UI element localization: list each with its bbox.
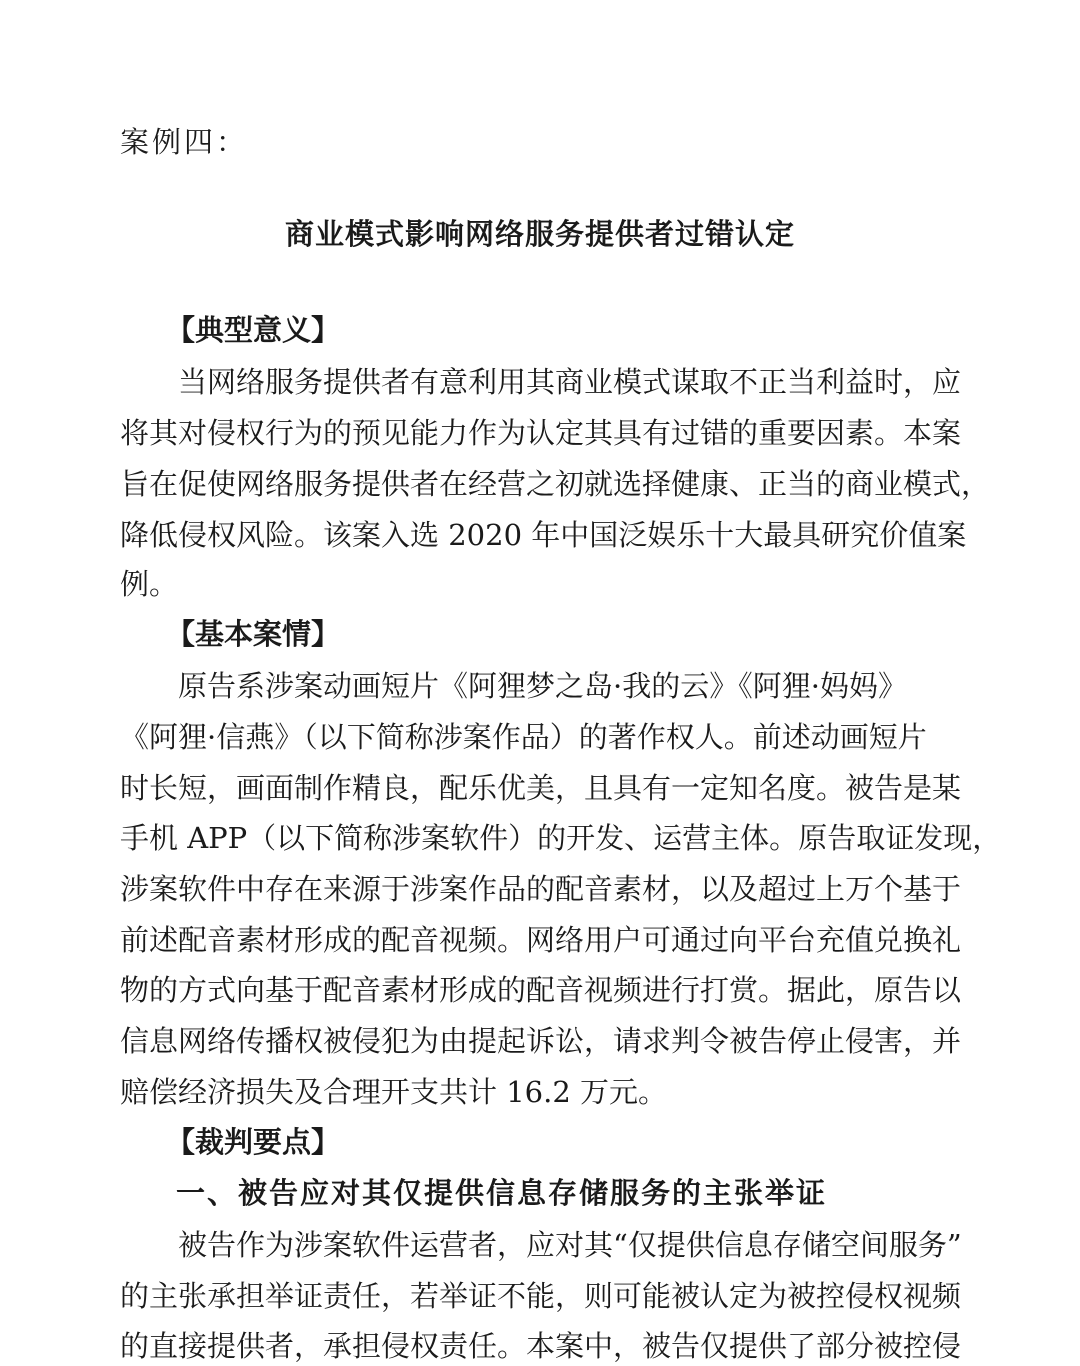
paragraph-line: 旨在促使网络服务提供者在经营之初就选择健康、正当的商业模式， (120, 467, 991, 501)
paragraph-line: 的直接提供者，承担侵权责任。本案中，被告仅提供了部分被控侵 (120, 1329, 962, 1363)
paragraph-line: 物的方式向基于配音素材形成的配音视频进行打赏。据此，原告以 (120, 973, 962, 1007)
paragraph-line: 《阿狸·信燕》（以下简称涉案作品）的著作权人。前述动画短片 (120, 720, 927, 754)
document-title: 商业模式影响网络服务提供者过错认定 (284, 217, 795, 251)
paragraph-line: 赔偿经济损失及合理开支共计 16.2 万元。 (120, 1075, 668, 1109)
paragraph-line: 将其对侵权行为的预见能力作为认定其具有过错的重要因素。本案 (120, 416, 962, 450)
paragraph-line: 降低侵权风险。该案入选 2020 年中国泛娱乐十大最具研究价值案 (120, 518, 967, 552)
paragraph-line: 当网络服务提供者有意利用其商业模式谋取不正当利益时，应 (178, 365, 962, 399)
paragraph-line: 信息网络传播权被侵犯为由提起诉讼，请求判令被告停止侵害，并 (120, 1024, 962, 1058)
section-heading-facts: 【基本案情】 (166, 617, 341, 651)
paragraph-line: 涉案软件中存在来源于涉案作品的配音素材，以及超过上万个基于 (120, 872, 962, 906)
ruling-subheading: 一、被告应对其仅提供信息存储服务的主张举证 (176, 1176, 828, 1210)
paragraph-line: 例。 (120, 567, 179, 601)
section-heading-ruling: 【裁判要点】 (166, 1125, 341, 1159)
paragraph-line: 原告系涉案动画短片《阿狸梦之岛·我的云》《阿狸·妈妈》 (178, 669, 907, 703)
paragraph-line: 被告作为涉案软件运营者，应对其“仅提供信息存储空间服务” (178, 1228, 962, 1262)
section-heading-significance: 【典型意义】 (166, 313, 341, 347)
paragraph-line: 前述配音素材形成的配音视频。网络用户可通过向平台充值兑换礼 (120, 923, 962, 957)
paragraph-line: 手机 APP（以下简称涉案软件）的开发、运营主体。原告取证发现， (120, 821, 1002, 855)
case-label: 案例四： (120, 125, 249, 159)
paragraph-line: 时长短，画面制作精良，配乐优美，且具有一定知名度。被告是某 (120, 771, 962, 805)
paragraph-line: 的主张承担举证责任，若举证不能，则可能被认定为被控侵权视频 (120, 1279, 962, 1313)
